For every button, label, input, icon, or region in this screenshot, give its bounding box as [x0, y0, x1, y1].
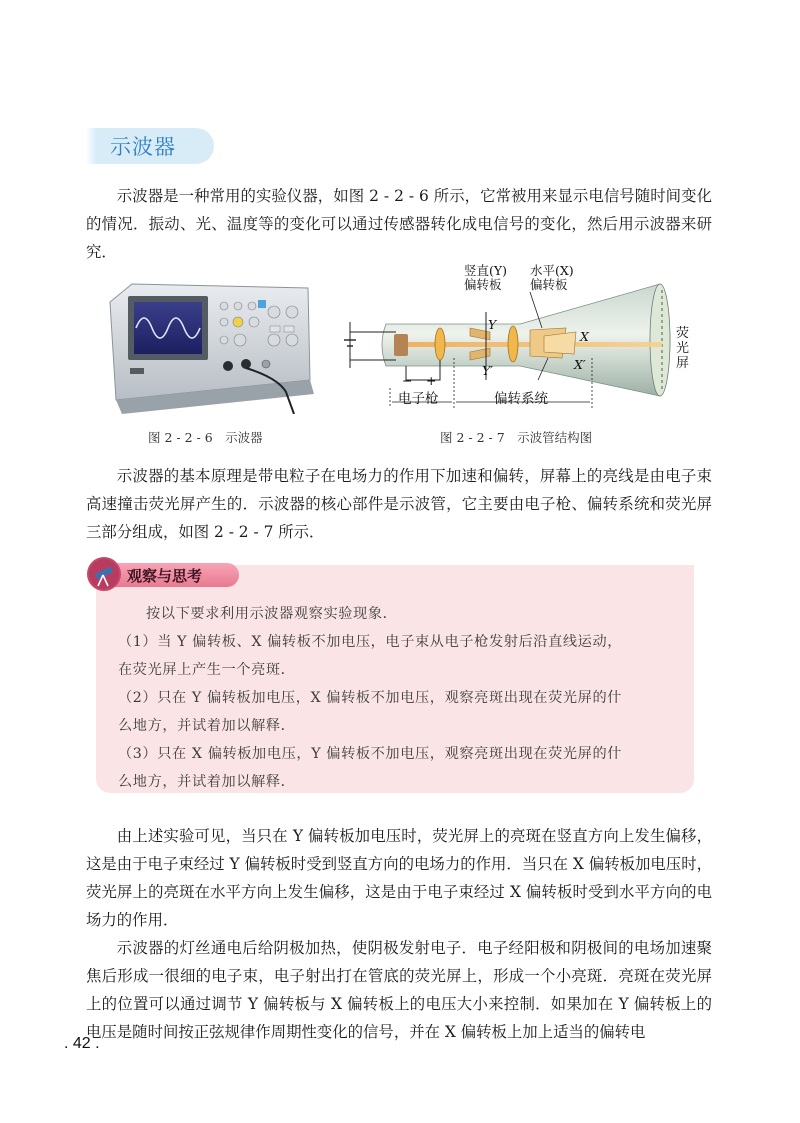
principle-paragraph: 示波器的基本原理是带电粒子在电场力的作用下加速和偏转，屏幕上的亮线是由电子束高速撞击荧光屏产生的．示波器的核心部件是示波管，它主要由电子枪、偏转系统和荧光屏三部分组成，如图 2 - 2 - 7 所示．	[86, 467, 712, 541]
x-plate-marker: X	[580, 329, 589, 344]
section-title-text: 示波器	[110, 135, 176, 159]
figure-caption-crt: 图 2 - 2 - 7 示波管结构图	[440, 430, 593, 445]
deflection-system-label: 偏转系统	[494, 391, 548, 407]
observe-think-title: 观察与思考	[127, 567, 203, 585]
observe-line-5: 么地方，并试着加以解释．	[118, 718, 296, 734]
observe-line-7: 么地方，并试着加以解释．	[118, 774, 296, 790]
y-prime-plate-marker: Y′	[482, 363, 494, 378]
minus-terminal: −	[402, 373, 413, 388]
observe-line-4: （2）只在 Y 偏转板加电压，X 偏转板不加电压，观察亮斑出现在荧光屏的什	[118, 690, 623, 706]
observe-line-1: 按以下要求利用示波器观察实验现象．	[146, 606, 398, 622]
electron-gun-label: 电子枪	[398, 391, 439, 407]
oscilloscope-figure	[108, 282, 318, 414]
telescope-icon	[87, 557, 121, 591]
section-title	[96, 128, 214, 164]
observe-line-2: （1）当 Y 偏转板、X 偏转板不加电压，电子束从电子枪发射后沿直线运动，	[118, 634, 623, 650]
observe-line-6: （3）只在 X 偏转板加电压，Y 偏转板不加电压，观察亮斑出现在荧光屏的什	[118, 746, 623, 762]
page-number: . 42 .	[64, 1035, 100, 1052]
intro-paragraph: 示波器是一种常用的实验仪器，如图 2 - 2 - 6 所示，它常被用来显示电信号随时间变化的情况．振动、光、温度等的变化可以通过传感器转化成电信号的变化，然后用示波器来研究．	[86, 187, 712, 261]
horizontal-deflection-plate-label: 水平(X) 偏转板	[530, 263, 574, 292]
x-prime-plate-marker: X′	[574, 357, 586, 372]
fluorescent-screen-label: 荧 光 屏	[676, 326, 690, 371]
filament-paragraph: 示波器的灯丝通电后给阴极加热，使阴极发射电子．电子经阳极和阴极间的电场加速聚焦后形成一很细的电子束，电子射出打在管底的荧光屏上，形成一个小亮斑．亮斑在荧光屏上的位置可以通过调节 Y 偏转板与 X 偏转板上的电压大小来控制．如果加在 Y 偏转板上的电压是随时间按正弦规律作周期性变化的信号，并在 X 偏转板上加上适当的偏转电	[86, 939, 712, 1041]
observe-think-tab	[109, 563, 239, 587]
plus-terminal: +	[426, 373, 437, 388]
y-plate-marker: Y	[488, 317, 497, 332]
crt-structure-diagram	[330, 262, 700, 412]
observe-line-3: 在荧光屏上产生一个亮斑．	[118, 662, 296, 678]
conclusion-paragraph: 由上述实验可见，当只在 Y 偏转板加电压时，荧光屏上的亮斑在竖直方向上发生偏移，这是由于电子束经过 Y 偏转板时受到竖直方向的电场力的作用．当只在 X 偏转板加电压时，荧光屏上的亮斑在水平方向上发生偏移，这是由于电子束经过 X 偏转板时受到水平方向的电场力的作用．	[86, 827, 712, 929]
figure-caption-oscilloscope: 图 2 - 2 - 6 示波器	[148, 430, 263, 445]
vertical-deflection-plate-label: 竖直(Y) 偏转板	[464, 263, 508, 292]
